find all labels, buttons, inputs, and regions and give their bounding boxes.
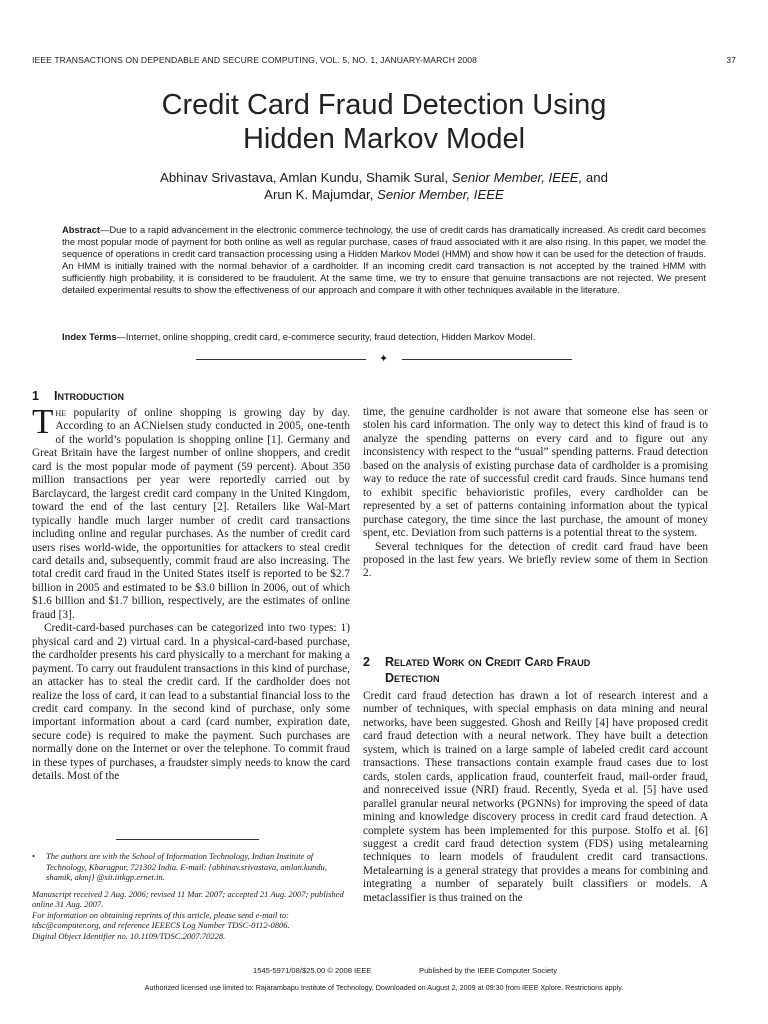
section-2-title-2: Detection (385, 671, 440, 685)
drop-cap: T (32, 402, 54, 441)
author-role-1: Senior Member, IEEE, (451, 170, 583, 185)
section-2-number: 2 (363, 655, 370, 669)
authors-line-1 (0, 169, 768, 186)
footnote-rule (116, 839, 259, 840)
section-1-number: 1 (32, 389, 39, 403)
authors-line-2 (0, 186, 768, 203)
affiliation-text: The authors are with the School of Information Technology, Indian Institute of Technology, Kharagpur, 721302 India. E-mail: {abhinav.srivastava, amlan.kundu, shamik, akmj} @sit.iitkgp.ernet.in. (46, 851, 327, 882)
abstract (62, 224, 706, 297)
footnote-manuscript: Manuscript received 2 Aug. 2006; revised 11 Mar. 2007; accepted 21 Aug. 2007; published online 31 Aug. 2007. (32, 888, 344, 909)
paper-title (0, 88, 768, 156)
right-column (363, 406, 708, 581)
abstract-text: —Due to a rapid advancement in the electronic commerce technology, the use of credit cards has dramatically increased. As credit card becomes the most popular mode of payment for both online as well as regular purchase, cases of fraud associated with it are also rising. In this paper, we model the sequence of operations in credit card transaction processing using a Hidden Markov Model (HMM) and show how it can be used for the detection of frauds. An HMM is initially trained with the normal behavior of a cardholder. If an incoming credit card transaction is not accepted by the trained HMM with sufficiently high probability, it is considered to be fraudulent. At the same time, we try to ensure that genuine transactions are not rejected. We present detailed experimental results to show the effectiveness of our approach and compare it with other techniques available in the literature. (62, 224, 706, 296)
left-column (32, 402, 350, 784)
footnote-affiliation (32, 851, 350, 883)
section-2-heading (363, 654, 708, 686)
title-line-2: Hidden Markov Model (242, 123, 526, 155)
intro-paragraph-4: Several techniques for the detection of credit card fraud have been proposed in the last few years. We briefly review some of them in Section 2. (363, 540, 708, 580)
intro-first-word: he (55, 407, 67, 419)
section-2-title-line-1 (363, 654, 708, 670)
index-terms-label: Index Terms (62, 331, 117, 342)
license-notice: Authorized licensed use limited to: Rajarambapu Institute of Technology. Downloaded on August 2, 2009 at 09:30 from IEEE Xplore. Restrictions apply. (144, 983, 624, 992)
running-header (32, 55, 736, 65)
footnote-reprints: For information on obtaining reprints of this article, please send e-mail to: tdsc@computer.org, and reference IEEECS Log Number TDSC-0112-0806. (32, 909, 290, 930)
author-list (0, 169, 768, 203)
footnotes (32, 851, 350, 941)
abstract-label: Abstract (62, 224, 101, 235)
index-terms-text: —Internet, online shopping, credit card, e-commerce security, fraud detection, Hidden Markov Model. (116, 331, 536, 342)
divider-ornament: ✦ (379, 352, 389, 365)
page-number: 37 (726, 55, 736, 65)
copyright-line (253, 966, 753, 975)
divider-line-left (196, 359, 366, 360)
author-names-2: Arun K. Majumdar, (264, 187, 378, 202)
intro-paragraph-2: Credit-card-based purchases can be categorized into two types: 1) physical card and 2) virtual card. In a physical-card-based purchase, the cardholder presents his card physically to a merchant for making a payment. To carry out fraudulent transactions in this kind of purchase, an attacker has to steal the credit card. If the cardholder does not realize the loss of card, it can lead to a substantial financial loss to the credit card company. In the second kind of purchase, only some important information about a card (card number, expiration date, secure code) is required to make the payment. Such purchases are normally done on the Internet or over the telephone. To commit fraud in these types of purchases, a fraudster simply needs to know the card details. Most of the (32, 622, 350, 783)
section-1-title: Introduction (54, 389, 124, 403)
section-2-body (363, 690, 708, 905)
footnote-bullet: • (32, 851, 35, 861)
section-2-title-line-2 (363, 670, 708, 686)
intro-paragraph-1-text: popularity of online shopping is growing day by day. According to an ACNielsen study conducted in 2005, one-tenth of the world’s population is shopping online [1]. Germany and Great Britain have the largest number of online shoppers, and credit card is the most popular mode of payment (59 percent). About 350 million transactions per year were reportedly carried out by Barclaycard, the largest credit card company in the United Kingdom, toward the end of the last century [2]. Retailers like Wal-Mart typically handle much larger number of credit card transactions including online and regular purchases. As the number of credit card users rises world-wide, the opportunities for attackers to steal credit card details and, subsequently, commit fraud are also increasing. The total credit card fraud in the United States itself is reported to be $2.7 billion in 2005 and estimated to be $3.0 billion in 2006, out of which $1.6 billion and $1.7 billion, respectively, are the estimates of online fraud [3]. (32, 407, 350, 621)
section-2-title-1: Related Work on Credit Card Fraud (385, 655, 591, 669)
index-terms (62, 331, 706, 343)
copyright-text: 1545-5971/08/$25.00 © 2008 IEEE (253, 966, 372, 975)
author-names-1: Abhinav Srivastava, Amlan Kundu, Shamik Sural, (160, 170, 452, 185)
author-conjunction: and (582, 170, 608, 185)
intro-paragraph-1 (32, 402, 350, 622)
author-role-2: Senior Member, IEEE (377, 187, 504, 202)
footnote-doi: Digital Object Identifier no. 10.1109/TDSC.2007.70228. (32, 930, 226, 941)
journal-name: IEEE TRANSACTIONS ON DEPENDABLE AND SECURE COMPUTING, VOL. 5, NO. 1, JANUARY-MARCH 2008 (32, 55, 478, 65)
title-line-1: Credit Card Fraud Detection Using (161, 89, 607, 121)
related-work-paragraph-1: Credit card fraud detection has drawn a lot of research interest and a number of techniques, with special emphasis on data mining and neural networks, have been suggested. Ghosh and Reilly [4] have proposed credit card fraud detection with a neural network. They have built a detection system, which is trained on a large sample of labeled credit card account transactions. These transactions contain example fraud cases due to lost cards, stolen cards, application fraud, counterfeit fraud, mail-order fraud, and nonreceived issue (NRI) fraud. Recently, Syeda et al. [5] have used parallel granular neural networks (PGNNs) for improving the speed of data mining and knowledge discovery process in credit card fraud detection. A complete system has been implemented for this purpose. Stolfo et al. [6] suggest a credit card fraud detection system (FDS) using metalearning techniques to learn models of fraudulent credit card transactions. Metalearning is a general strategy that provides a means for combining and integrating a number of separately built classifiers or models. A metaclassifier is thus trained on the (363, 690, 708, 904)
intro-paragraph-3: time, the genuine cardholder is not aware that someone else has seen or stolen his card information. The only way to detect this kind of fraud is to analyze the spending patterns on every card and to figure out any inconsistency with respect to the “usual” spending patterns. Fraud detection based on the analysis of existing purchase data of cardholder is a promising way to reduce the rate of successful credit card frauds. Since humans tend to exhibit specific behavioristic profiles, every cardholder can be represented by a set of patterns containing information about the typical purchase category, the time since the last purchase, the amount of money spent, etc. Deviation from such patterns is a potential threat to the system. (363, 406, 708, 540)
divider-line-right (402, 359, 572, 360)
section-divider (196, 352, 572, 365)
publisher-text: Published by the IEEE Computer Society (419, 966, 558, 975)
